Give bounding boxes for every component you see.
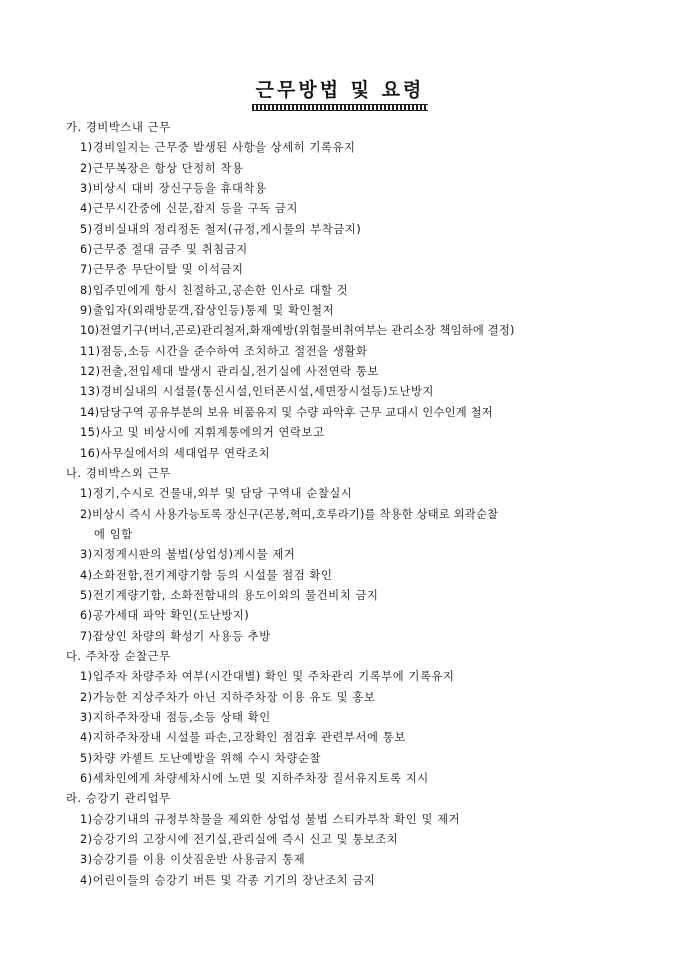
page-title: 근무방법 및 요령 — [255, 79, 425, 101]
list-item: 7)잡상인 차량의 확성기 사용등 추방 — [80, 629, 271, 643]
list-item: 2)비상시 즉시 사용가능토록 장신구(곤봉,혁띠,호루라기)를 착용한 상태로 외곽순찰 — [80, 507, 499, 521]
list-item: 4)소화전함,전기계량기함 등의 시설물 점검 확인 — [80, 568, 333, 582]
list-item: 3)비상시 대비 장신구등을 휴대착용 — [80, 182, 267, 196]
list-item: 10)전열기구(버너,곤로)관리철저,화재예방(위험물비취여부는 관리소장 책임하에 결정) — [80, 324, 515, 338]
section-heading: 라. 승강기 관리업무 — [66, 792, 171, 806]
title-underline — [252, 104, 428, 111]
list-item: 2)근무복장은 항상 단정히 착용 — [80, 161, 244, 175]
list-item: 1)입주자 차량주차 여부(시간대별) 확인 및 주차관리 기록부에 기록유지 — [80, 670, 455, 684]
list-item: 1)정기,수시로 건물내,외부 및 담당 구역내 순찰실시 — [80, 487, 353, 501]
list-item: 1)경비일지는 근무중 발생된 사항을 상세히 기록유지 — [80, 141, 356, 155]
list-item: 2)가능한 지상주차가 아닌 지하주차장 이용 유도 및 홍보 — [80, 690, 376, 704]
list-item-continuation: 에 임함 — [94, 527, 133, 541]
list-item: 9)출입자(외래방문객,잡상인등)통제 및 확인철저 — [80, 304, 335, 318]
list-item: 1)승강기내의 규정부착물을 제외한 상업성 불법 스티카부착 확인 및 제거 — [80, 812, 461, 826]
document-body — [66, 118, 626, 891]
list-item: 8)입주민에게 항시 친절하고,공손한 인사로 대할 것 — [80, 283, 349, 297]
list-item: 3)승강기를 이용 이삿짐운반 사용금지 통제 — [80, 853, 306, 867]
section-heading: 다. 주차장 순찰근무 — [66, 649, 171, 663]
list-item: 15)사고 및 비상시에 지휘계통에의거 연락보고 — [80, 426, 325, 440]
list-item: 5)경비실내의 정리정돈 철저(규정,게시물의 부착금지) — [80, 222, 362, 236]
list-item: 5)전기계량기함, 소화전함내의 용도이외의 물건비치 금지 — [80, 588, 379, 602]
list-item: 3)지하주차장내 점등,소등 상태 확인 — [80, 710, 271, 724]
list-item: 13)경비실내의 시설물(통신시설,인터폰시설,세면장시설등)도난방지 — [80, 385, 435, 399]
list-item: 4)어린이들의 승강기 버튼 및 각종 기기의 장난조치 금지 — [80, 873, 376, 887]
list-item: 5)차량 카셑트 도난예방을 위해 수시 차량순찰 — [80, 751, 321, 765]
list-item: 7)근무중 무단이탈 및 이석금지 — [80, 263, 244, 277]
list-item: 6)근무중 절대 금주 및 취침금지 — [80, 243, 248, 257]
list-item: 6)공가세대 파악 확인(도난방지) — [80, 609, 250, 623]
list-item: 2)승강기의 고장시에 전기실,관리실에 즉시 신고 및 통보조치 — [80, 833, 399, 847]
list-item: 4)근무시간중에 신문,잡지 등을 구독 금지 — [80, 202, 298, 216]
list-item: 3)지정게시판의 불법(상업성)게시물 제거 — [80, 548, 296, 562]
list-item: 14)담당구역 공유부분의 보유 비품유지 및 수량 파악후 근무 교대시 인수인계 철저 — [80, 405, 493, 419]
list-item: 11)점등,소등 시간을 준수하여 조치하고 절전을 생활화 — [80, 344, 368, 358]
list-item: 12)전출,전입세대 발생시 관리실,전기실에 사전연락 통보 — [80, 365, 380, 379]
section-heading: 가. 경비박스내 근무 — [66, 121, 171, 134]
list-item: 16)사무실에서의 세대업무 연락조치 — [80, 446, 271, 460]
section-heading: 나. 경비박스외 근무 — [66, 466, 171, 480]
list-item: 6)세차인에게 차량세차시에 노면 및 지하주차장 질서유지토록 지시 — [80, 772, 429, 785]
list-item: 4)지하주차장내 시설물 파손,고장확인 점검후 관련부서에 통보 — [80, 731, 406, 745]
